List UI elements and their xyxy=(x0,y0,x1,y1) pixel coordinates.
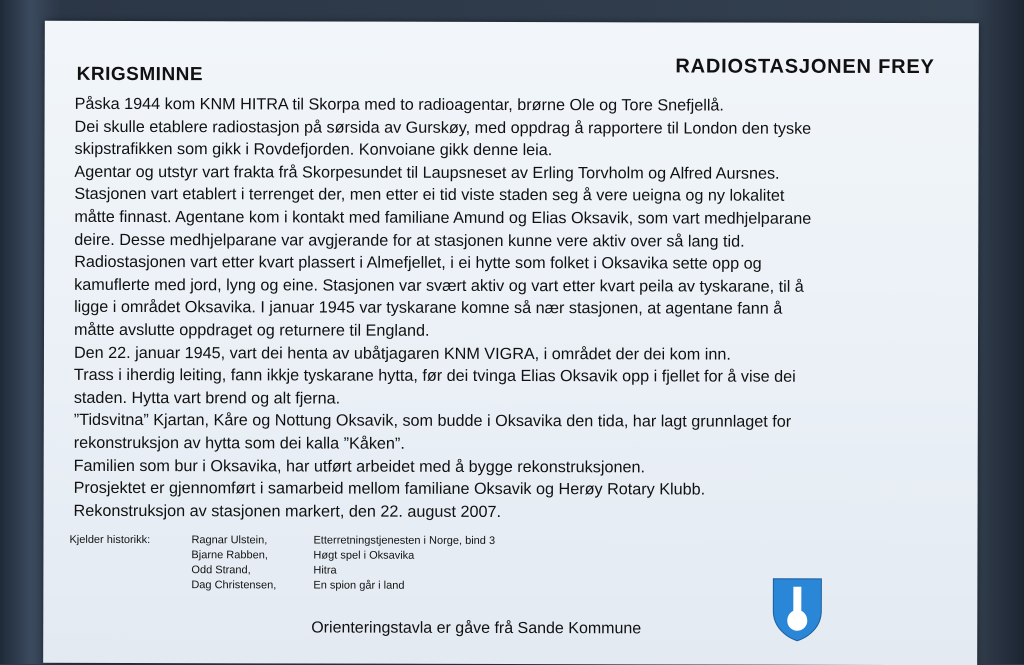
sign-body-text xyxy=(74,93,955,525)
text-line: måtte finnast. Agentane kom i kontakt med familiane Amund og Elias Oksavik, som vart medhjelparane xyxy=(74,207,812,228)
sign-title-right: RADIOSTASJONEN FREY xyxy=(675,55,935,79)
text-line: Den 22. januar 1945, vart dei henta av ubåtjagaren KNM VIGRA, i området der dei kom inn. xyxy=(73,343,731,364)
text-line: staden. Hytta vart brend og alt fjerna. xyxy=(73,388,341,408)
memorial-sign xyxy=(43,21,979,665)
source-title: Etterretningstjenesten i Norge, bind 3 xyxy=(313,534,496,547)
text-line: Stasjonen vart etablert i terrenget der, men etter ei tid viste staden seg å vere ueigna og ny lokalitet xyxy=(74,185,785,206)
source-authors xyxy=(191,533,276,593)
text-line: Agentar og utstyr vart frakta frå Skorpesundet til Laupsneset av Erling Torvholm og Alfred Aursnes. xyxy=(74,162,780,183)
text-line: Radiostasjonen vart etter kvart plassert i Almefjellet, i ei hytte som folket i Oksavika sette opp og xyxy=(74,253,762,273)
text-line: ligge i området Oksavika. I januar 1945 var tyskarane komne så nær stasjonen, at agentane fann å xyxy=(74,298,783,319)
text-line: rekonstruksjon av hytta som dei kalla ”Kåken”. xyxy=(73,433,405,453)
source-author: Bjarne Rabben, xyxy=(191,549,268,562)
source-author: Dag Christensen, xyxy=(191,579,277,592)
text-line: Prosjektet er gjennomført i samarbeid mellom familiane Oksavik og Herøy Rotary Klubb. xyxy=(73,478,706,499)
text-line: måtte avslutte oppdraget og returnere til England. xyxy=(74,320,430,340)
sources-label: Kjelder historikk: xyxy=(69,533,151,547)
source-title: En spion går i land xyxy=(313,579,405,592)
source-title: Hitra xyxy=(313,564,337,577)
text-line: Påska 1944 kom KNM HITRA til Skorpa med to radioagentar, brørne Ole og Tore Snefjellå. xyxy=(74,94,724,115)
sign-footer: Orienteringstavla er gåve frå Sande Kommune xyxy=(311,619,642,638)
text-line: ”Tidsvitna” Kjartan, Kåre og Nottung Oksavik, som budde i Oksavika den tida, har lagt grunnlaget for xyxy=(73,411,792,432)
text-line: Dei skulle etablere radiostasjon på sørsida av Gurskøy, med oppdrag å rapportere til London den tyske xyxy=(74,117,812,138)
source-title: Høgt spel i Oksavika xyxy=(313,549,415,562)
municipal-coat-of-arms-icon xyxy=(771,577,823,643)
source-titles xyxy=(313,533,495,593)
text-line: Trass i iherdig leiting, fann ikkje tyskarane hytta, før dei tvinga Elias Oksavik opp i fjellet for å vise dei xyxy=(73,365,796,386)
source-author: Ragnar Ulstein, xyxy=(191,534,268,547)
text-line: Familien som bur i Oksavika, har utført arbeidet med å bygge rekonstruksjonen. xyxy=(73,456,646,476)
text-line: deire. Desse medhjelparane var avgjerande for at stasjonen kunne vere aktiv over så lang tid. xyxy=(74,230,745,251)
text-line: kamuflerte med jord, lyng og eine. Stasjonen var svært aktiv og vart etter kvart peila av tyskarane, til å xyxy=(74,275,804,296)
text-line: Rekonstruksjon av stasjonen markert, den 22. august 2007. xyxy=(73,501,502,521)
text-line: skipstrafikken som gikk i Rovdefjorden. Konvoiane gikk denne leia. xyxy=(74,140,553,160)
source-author: Odd Strand, xyxy=(191,564,251,577)
sign-title-left: KRIGSMINNE xyxy=(76,63,204,86)
